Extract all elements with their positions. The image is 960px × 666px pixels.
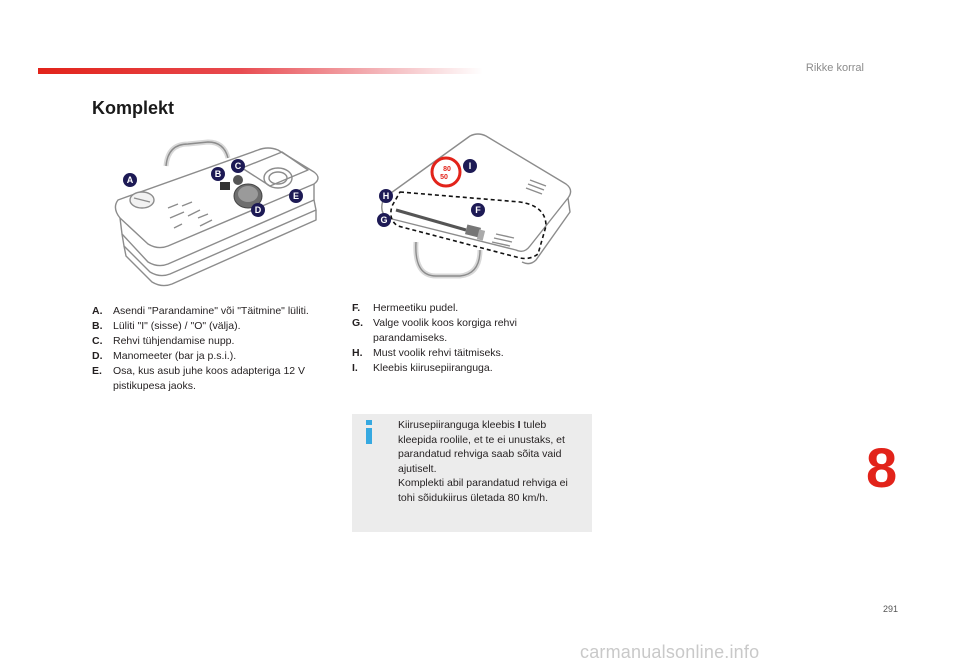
legend-text: Hermeetiku pudel. <box>373 302 459 314</box>
legend-key: D. <box>92 350 103 362</box>
legend-text: Valge voolik koos korgiga rehvi parandamiseks. <box>373 317 517 344</box>
legend-key: A. <box>92 305 103 317</box>
legend-right <box>352 301 592 376</box>
info-text-line1-pre: Kiirusepiiranguga kleebis <box>398 419 518 431</box>
compressor-illustration <box>108 138 328 290</box>
callout-a <box>123 173 137 187</box>
legend-item-g <box>352 316 592 346</box>
callout-i <box>463 159 477 173</box>
callout-d <box>251 203 265 217</box>
legend-item-d <box>92 349 342 364</box>
legend-text: Rehvi tühjendamise nupp. <box>113 335 235 347</box>
svg-text:B: B <box>214 169 222 179</box>
callout-g <box>377 213 391 227</box>
svg-text:G: G <box>380 215 388 225</box>
svg-text:C: C <box>234 161 242 171</box>
chapter-title: Rikke korral <box>805 62 864 74</box>
info-text-line1-post: tuleb kleepida roolile, et te ei unustaks, et parandatud rehviga saab sõita vaid ajutiselt. <box>398 419 565 475</box>
svg-text:F: F <box>475 205 481 215</box>
legend-text: Asendi "Parandamine" või "Täitmine" lüliti. <box>113 305 309 317</box>
legend-key: E. <box>92 365 102 377</box>
legend-item-e <box>92 364 342 394</box>
callout-h <box>379 189 393 203</box>
speed-limit-sticker <box>432 158 460 186</box>
legend-item-c <box>92 334 342 349</box>
callout-f <box>471 203 485 217</box>
legend-text: Osa, kus asub juhe koos adapteriga 12 V pistikupesa jaoks. <box>113 365 306 392</box>
legend-item-f <box>352 301 592 316</box>
sealant-kit-illustration <box>370 126 580 286</box>
page-number: 291 <box>882 604 898 614</box>
legend-item-b <box>92 319 342 334</box>
svg-text:I: I <box>468 161 472 171</box>
legend-key: C. <box>92 335 103 347</box>
legend-key: F. <box>352 302 361 314</box>
callout-c <box>231 159 245 173</box>
section-title: Komplekt <box>92 98 175 118</box>
legend-key: H. <box>352 347 363 359</box>
legend-text: Must voolik rehvi täitmiseks. <box>373 347 504 359</box>
svg-text:E: E <box>292 191 300 201</box>
svg-text:50: 50 <box>440 174 448 181</box>
legend-item-i <box>352 361 592 376</box>
legend-text: Kleebis kiirusepiiranguga. <box>373 362 493 374</box>
info-text <box>398 418 583 505</box>
watermark: carmanualsonline.info <box>580 642 760 662</box>
callout-e <box>289 189 303 203</box>
callout-b <box>211 167 225 181</box>
info-box <box>352 414 592 532</box>
svg-text:80: 80 <box>443 166 451 173</box>
legend-key: G. <box>352 317 364 329</box>
chapter-number: 8 <box>866 436 898 499</box>
legend-text: Manomeeter (bar ja p.s.i.). <box>113 350 237 362</box>
legend-item-a <box>92 304 342 319</box>
svg-text:H: H <box>382 191 390 201</box>
info-text-sticker-ref: I <box>517 419 521 431</box>
legend-item-h <box>352 346 592 361</box>
svg-text:D: D <box>254 205 262 215</box>
info-icon <box>364 420 374 444</box>
header-accent-bar <box>38 68 483 74</box>
info-text-line2: Komplekti abil parandatud rehviga ei tohi sõidukiirus ületada 80 km/h. <box>398 477 568 504</box>
legend-text: Lüliti "I" (sisse) / "O" (välja). <box>113 320 241 332</box>
legend-key: B. <box>92 320 103 332</box>
svg-text:A: A <box>126 175 134 185</box>
legend-left <box>92 304 342 394</box>
legend-key: I. <box>352 362 358 374</box>
